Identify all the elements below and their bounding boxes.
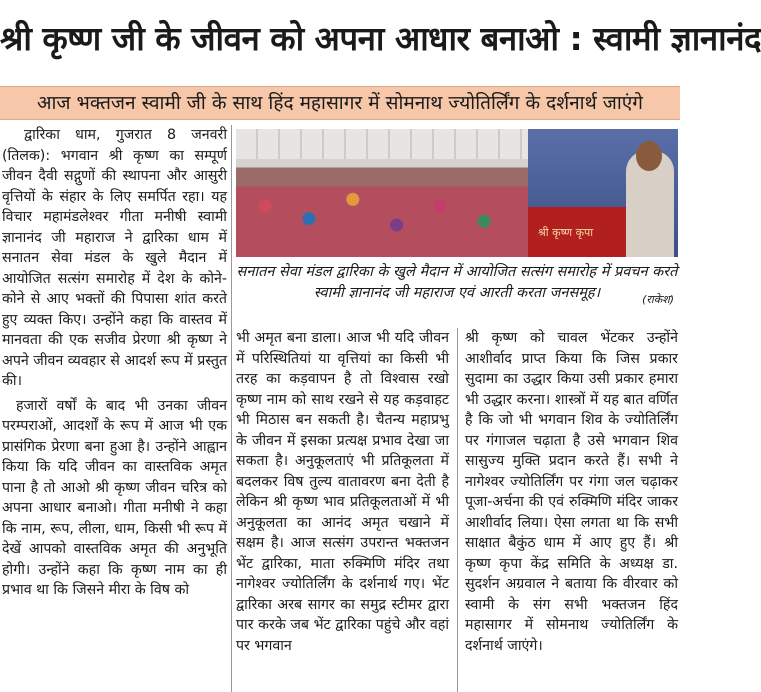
podium bbox=[528, 207, 638, 257]
photo-credit: (राकेश) bbox=[642, 293, 674, 306]
tent-canopy bbox=[236, 129, 528, 159]
article-paragraph: श्री कृष्ण को चावल भेंटकर उन्होंने आशीर्वाद प्राप्त किया कि जिस प्रकार सुदामा का उद्धार किया उसी प्रकार हमारा भी उद्धार करना। शास्त्रों में यह बात वर्णित है कि जो भी भगवान शिव के ज्योतिर्लिंग पर गंगाजल चढ़ाता है उसे भगवान शिव सासुज्य मुक्ति प्रदान करते हैं। सभी ने नागेश्वर ज्योतिर्लिंग पर गंगा जल चढ़ाकर पूजा-अर्चना की एवं रुक्मिणि मंदिर जाकर आशीर्वाद लिया। ऐसा लगता था कि सभी साक्षात बैकुंठ धाम में आए हुए हैं। श्री कृष्ण कृपा केंद्र समिति के अध्यक्ष डा. सुदर्शन अग्रवाल ने बताया कि वीरवार को स्वामी के संग सभी भक्तजन हिंद महासागर में सोमनाथ ज्योतिर्लिंग के दर्शनार्थ जाएंगे। bbox=[465, 330, 678, 654]
photo-caption: सनातन सेवा मंडल द्वारिका के खुले मैदान में आयोजित सत्संग समारोह में प्रवचन करते स्वामी ज्ञानानंद जी महाराज एवं आरती करता जनसमूह। bbox=[236, 264, 678, 301]
headline: श्री कृष्ण जी के जीवन को अपना आधार बनाओ : स्वामी ज्ञानानंद bbox=[0, 19, 761, 58]
column-divider bbox=[457, 328, 458, 692]
subheadline: आज भक्तजन स्वामी जी के साथ हिंद महासागर में सोमनाथ ज्योतिर्लिंग के दर्शनार्थ जाएंगे bbox=[36, 92, 643, 114]
article-paragraph: भी अमृत बना डाला। आज भी यदि जीवन में परिस्थितियां या वृत्तियां का किसी भी तरह का कड़वापन है तो विश्वास रखो कृष्ण नाम को साथ रखने से यह कड़वाहट भी मिठास बन सकती है। चैतन्य महाप्रभु के जीवन में इसका प्रत्यक्ष प्रभाव देखा जा सकता है। अनुकूलताएं भी प्रतिकूलता में बदलकर विष तुल्य वातावरण बना देती है लेकिन श्री कृष्ण भाव प्रतिकूलताओं में भी अनुकूलता का आनंद अमृत चखाने में सक्षम है। आज सत्संग उपरान्त भक्तजन भेंट द्वारिका, माता रुक्मिणि मंदिर तथा नागेश्वर ज्योतिर्लिंग के दर्शनार्थ गए। भेंट द्वारिका अरब सागर का समुद्र स्टीमर द्वारा पार करके जब भेंट द्वारिका पहुंचे और वहां पर भगवान bbox=[236, 330, 449, 654]
event-photo bbox=[236, 129, 678, 257]
subheadline-band bbox=[0, 86, 680, 120]
article-column-2 bbox=[236, 328, 449, 692]
article-column-3 bbox=[465, 328, 678, 692]
speaker-head bbox=[636, 141, 662, 171]
article-paragraph: द्वारिका धाम, गुजरात 8 जनवरी (तिलक): भगवान श्री कृष्ण का सम्पूर्ण जीवन दैवी सद्गुणों की स्थापना और आसुरी वृत्तियों के संहार के लिए समर्पित रहा। यह विचार महामंडलेश्वर गीता मनीषी स्वामी ज्ञानानंद जी महाराज ने द्वारिका धाम में सनातन सेवा मंडल के खुले मैदान में आयोजित सत्संग समारोह में देश के कोने-कोने से आए भक्तों की पिपासा शांत करते हुए व्यक्त किए। उन्होंने कहा कि वास्तव में मानवता की एक सजीव प्रेरणा श्री कृष्ण ने अपने जीवन व्यवहार से आदर्श रूप में प्रस्तुत की। bbox=[2, 127, 227, 389]
column-divider bbox=[231, 125, 232, 692]
podium-label: श्री कृष्ण कृपा bbox=[538, 226, 594, 239]
article-paragraph: हजारों वर्षों के बाद भी उनका जीवन परम्पराओं, आदर्शों के रूप में आज भी एक प्रासंगिक प्रेरणा बना हुआ है। उन्होंने आह्वान किया कि यदि जीवन का वास्तविक अमृत पाना है तो आओ श्री कृष्ण जीवन चरित्र को अपना आधार बनाओ। गीता मनीषी ने कहा कि नाम, रूप, लीला, धाम, किसी भी रूप में देखें आपको वास्तविक अमृत की अनुभूति होगी। उन्होंने कहा कि कृष्ण नाम का ही प्रभाव था कि जिसने मीरा के विष को bbox=[2, 397, 227, 598]
article-column-1 bbox=[2, 125, 227, 692]
